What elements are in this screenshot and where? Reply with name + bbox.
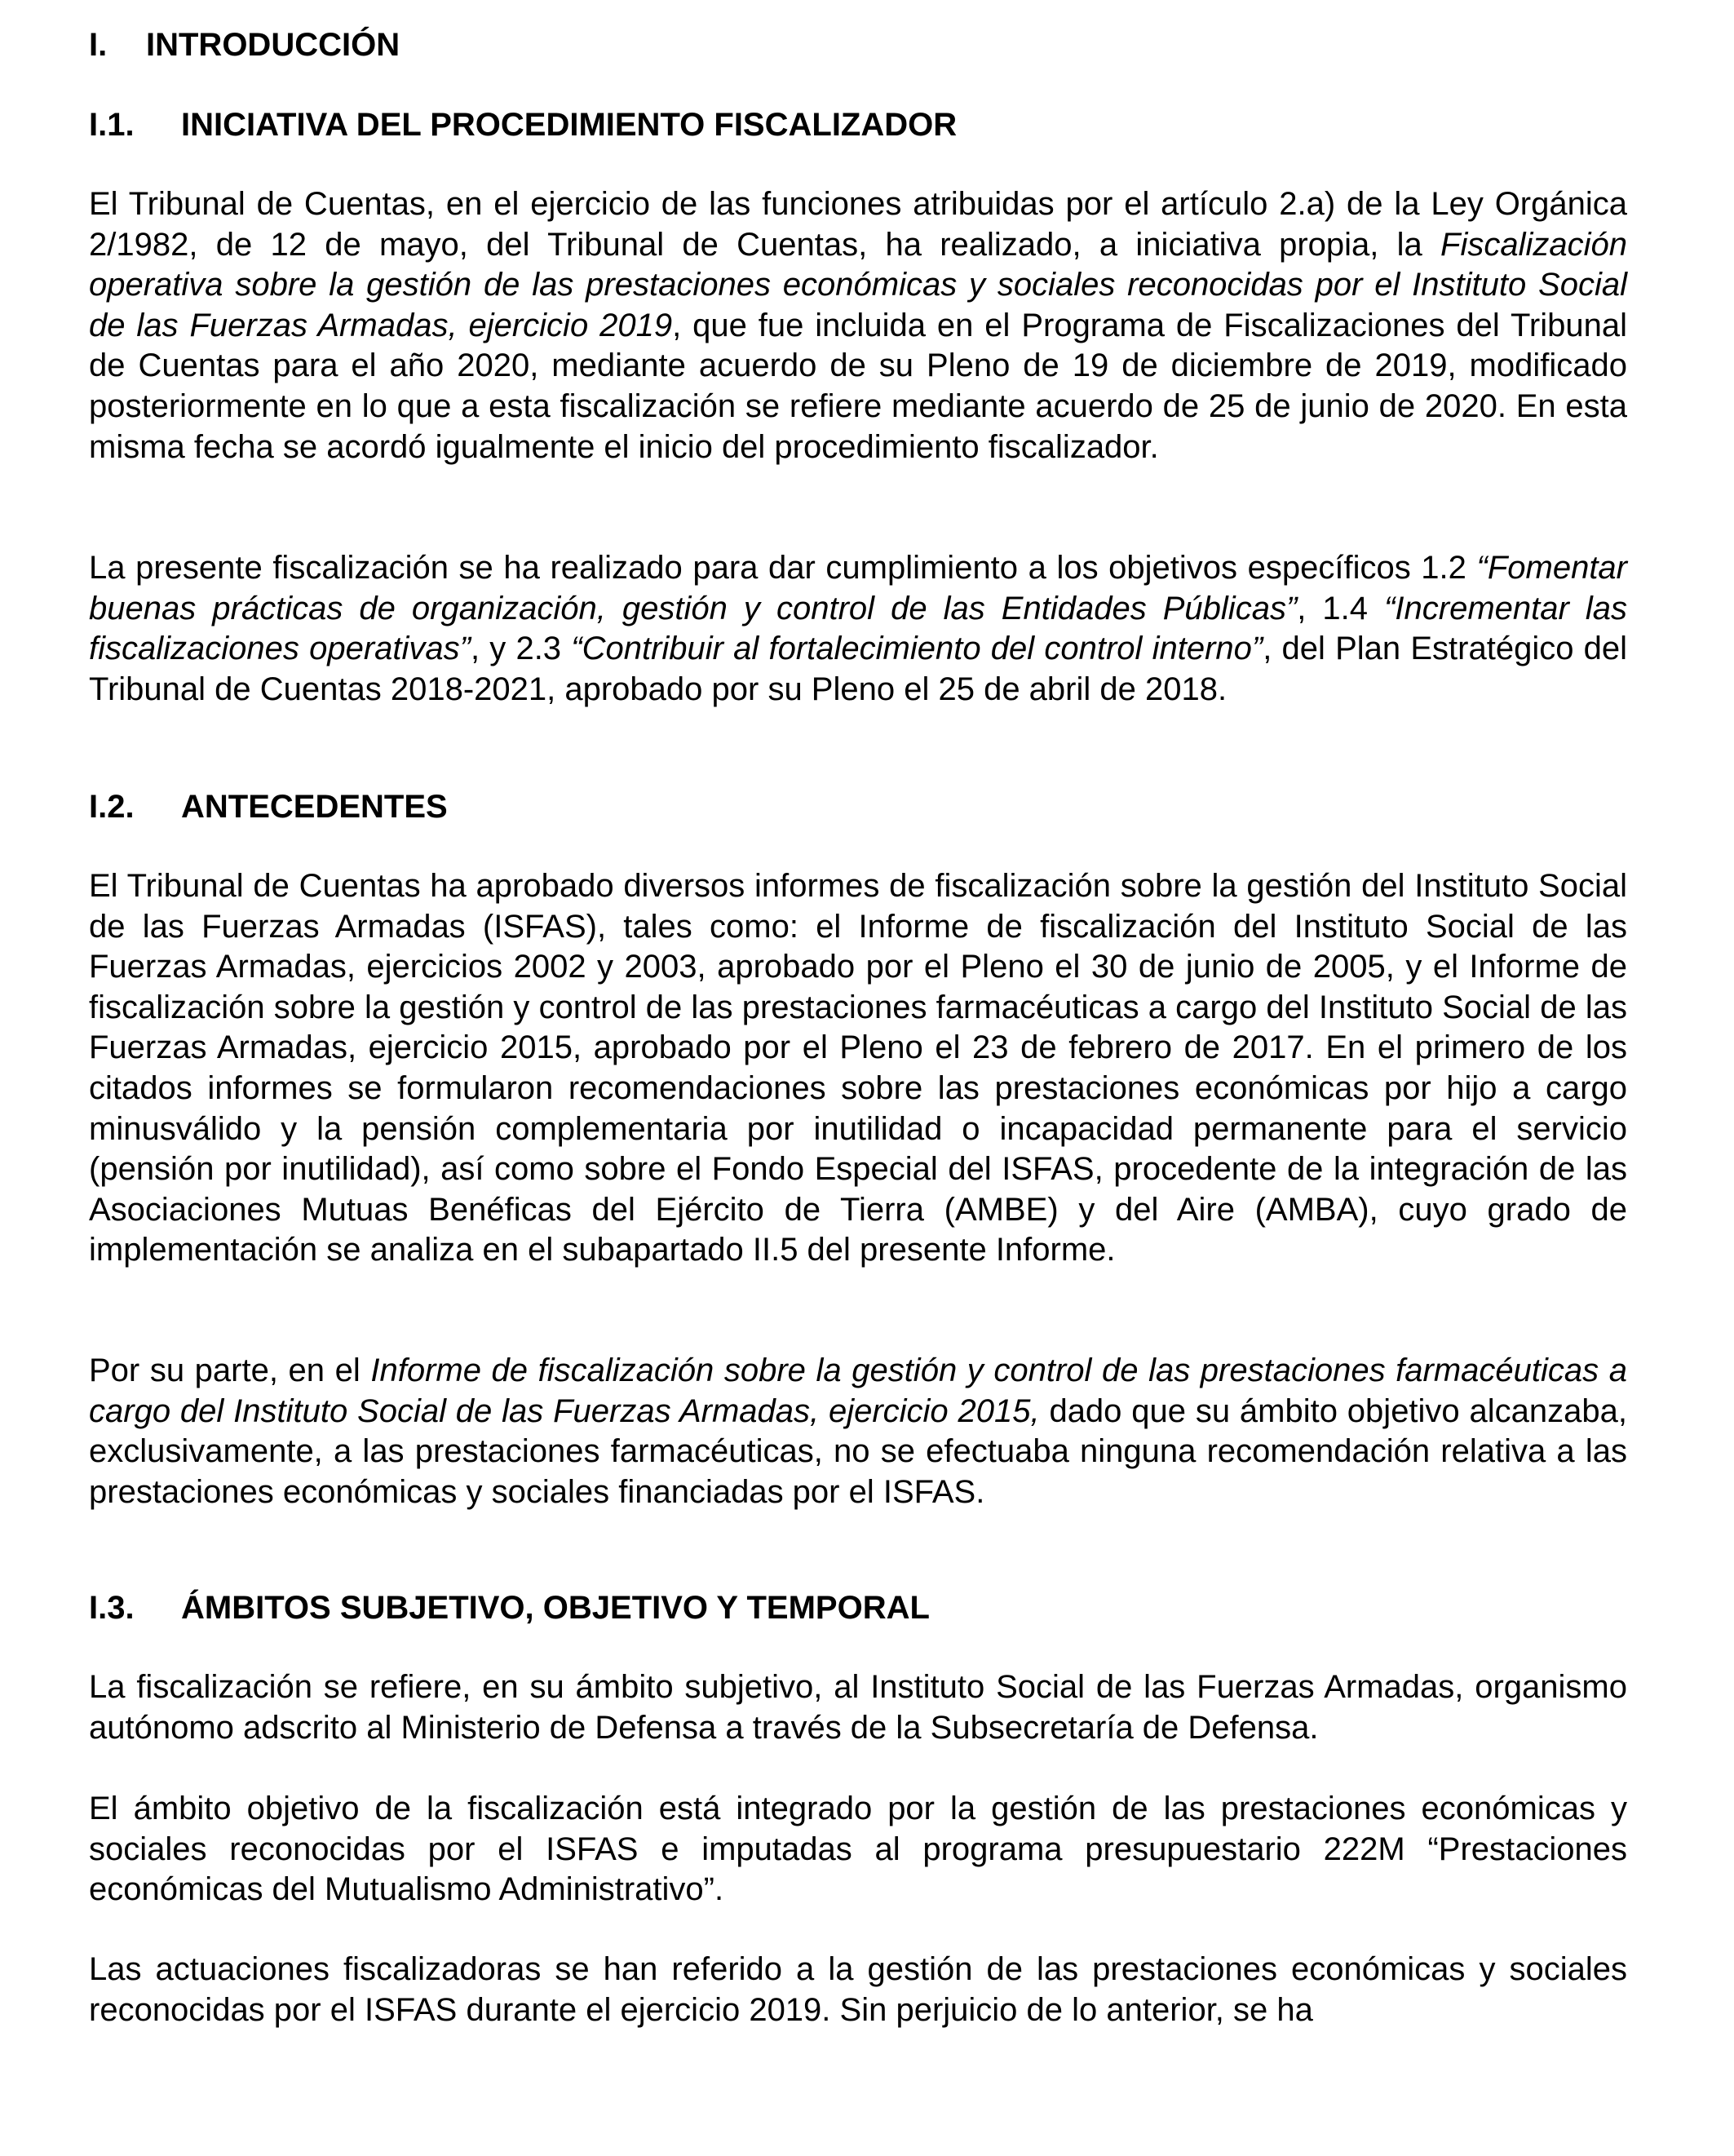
section-title: INTRODUCCIÓN [146, 27, 400, 63]
italic-run: “Incrementar las fiscalizaciones operativas” [89, 590, 1627, 667]
text-run: El ámbito objetivo de la fiscalización está integrado por la gestión de las prestaciones económicas y sociales reconocidas por el ISFAS e imputadas al programa presupuestario 222M “Prestaciones económicas del Mutualismo Administrativo”. [89, 1791, 1627, 1908]
paragraph-antecedentes-1 [89, 866, 1627, 1271]
paragraph-ambitos-2 [89, 1789, 1627, 1910]
section-title: ANTECEDENTES [181, 789, 448, 825]
paragraph-iniciativa-2 [89, 548, 1627, 710]
text-run: , 1.4 [1297, 590, 1385, 626]
text-run: La fiscalización se refiere, en su ámbito subjetivo, al Instituto Social de las Fuerzas Armadas, organismo autónomo adscrito al Ministerio de Defensa a través de la Subsecretaría de Defensa. [89, 1669, 1627, 1746]
italic-run: “Fomentar buenas prácticas de organización, gestión y control de las Entidades Públicas” [89, 550, 1627, 626]
paragraph-iniciativa-1 [89, 184, 1627, 467]
section-heading-antecedentes [89, 786, 448, 827]
section-number: I.2. [89, 789, 135, 825]
italic-run: Fiscalización operativa sobre la gestión de las prestaciones económicas y sociales reconocidas por el Instituto Social de las Fuerzas Armadas, ejercicio 2019 [89, 226, 1627, 343]
italic-run: “Contribuir al fortalecimiento del control interno” [571, 631, 1263, 667]
text-run: El Tribunal de Cuentas, en el ejercicio de las funciones atribuidas por el artículo 2.a) de la Ley Orgánica 2/1982, de 12 de mayo, del Tribunal de Cuentas, ha realizado, a iniciativa propia, la [89, 186, 1627, 263]
section-heading-introduccion [89, 24, 400, 65]
text-run: , que fue incluida en el Programa de Fiscalizaciones del Tribunal de Cuentas para el año 2020, mediante acuerdo de su Pleno de 19 de diciembre de 2019, modificado posteriormente en lo que a esta fiscalización se refiere mediante acuerdo de 25 de junio de 2020. En esta misma fecha se acordó igualmente el inicio del procedimiento fiscalizador. [89, 307, 1627, 465]
text-run: La presente fiscalización se ha realizado para dar cumplimiento a los objetivos específicos 1.2 [89, 550, 1477, 586]
paragraph-ambitos-3 [89, 1950, 1627, 2030]
paragraph-ambitos-1 [89, 1667, 1627, 1748]
section-number: I.1. [89, 107, 135, 143]
text-run: , del Plan Estratégico del Tribunal de Cuentas 2018-2021, aprobado por su Pleno el 25 de abril de 2018. [89, 631, 1628, 707]
text-run: El Tribunal de Cuentas ha aprobado diversos informes de fiscalización sobre la gestión del Instituto Social de las Fuerzas Armadas (ISFAS), tales como: el Informe de fiscalización del Instituto Social de las Fuerzas Armadas, ejercicios 2002 y 2003, aprobado por el Pleno el 30 de junio de 2005, y el Informe de fiscalización sobre la gestión y control de las prestaciones farmacéuticas a cargo del Instituto Social de las Fuerzas Armadas, ejercicio 2015, aprobado por el Pleno el 23 de febrero de 2017. En el primero de los citados informes se formularon recomendaciones sobre las prestaciones económicas por hijo a cargo minusválido y la pensión complementaria por inutilidad o incapacidad permanente para el servicio (pensión por inutilidad), así como sobre el Fondo Especial del ISFAS, procedente de la integración de las Asociaciones Mutuas Benéficas del Ejército de Tierra (AMBE) y del Aire (AMBA), cuyo grado de implementación se analiza en el subapartado II.5 del presente Informe. [89, 868, 1627, 1268]
section-number: I. [89, 27, 108, 63]
text-run: dado que su ámbito objetivo alcanzaba, exclusivamente, a las prestaciones farmacéuticas, no se efectuaba ninguna recomendación relativa a las prestaciones económicas y sociales financiadas por el ISFAS. [89, 1392, 1627, 1510]
text-run: Las actuaciones fiscalizadoras se han referido a la gestión de las prestaciones económicas y sociales reconocidas por el ISFAS durante el ejercicio 2019. Sin perjuicio de lo anterior, se ha [89, 1951, 1627, 2028]
section-title: ÁMBITOS SUBJETIVO, OBJETIVO Y TEMPORAL [181, 1590, 930, 1626]
text-run: Por su parte, en el [89, 1352, 371, 1388]
section-number: I.3. [89, 1590, 135, 1626]
section-heading-iniciativa [89, 104, 957, 145]
text-run: , y 2.3 [470, 631, 572, 667]
section-title: INICIATIVA DEL PROCEDIMIENTO FISCALIZADOR [181, 107, 958, 143]
italic-run: Informe de fiscalización sobre la gestión y control de las prestaciones farmacéuticas a cargo del Instituto Social de las Fuerzas Armadas, ejercicio 2015, [89, 1352, 1628, 1429]
paragraph-antecedentes-2 [89, 1351, 1627, 1512]
section-heading-ambitos [89, 1587, 930, 1628]
